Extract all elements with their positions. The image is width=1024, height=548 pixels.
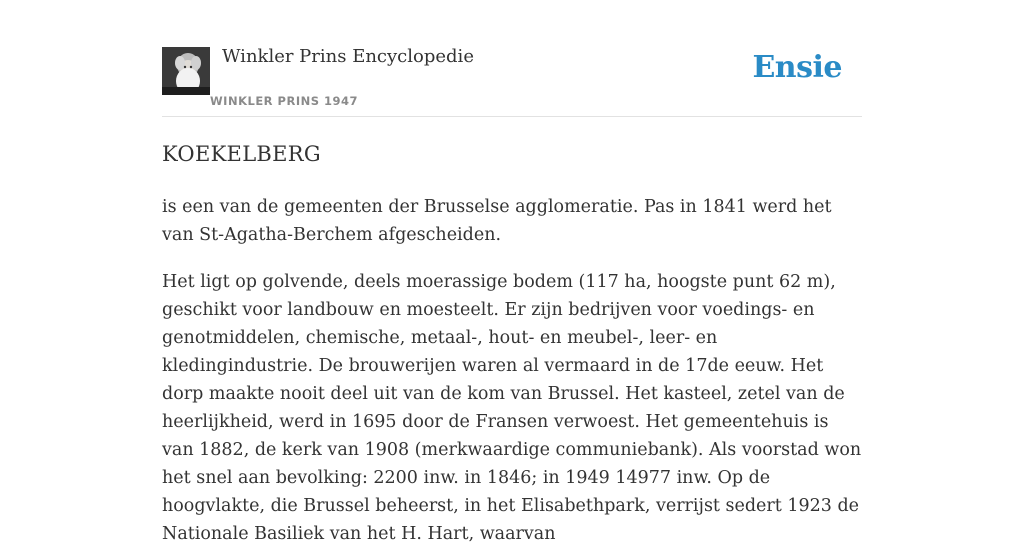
article-title: KOEKELBERG [162,142,321,166]
header [162,0,862,117]
avatar[interactable] [162,47,210,95]
article-paragraph: is een van de gemeenten der Brusselse agglomeratie. Pas in 1841 werd het van St-Agatha-Berchem afgescheiden. [162,197,832,245]
bearded-man-portrait-icon [162,47,210,95]
page-container [162,0,862,544]
publication-title[interactable]: Winkler Prins Encyclopedie [222,46,474,67]
brand-logo[interactable]: Ensie [752,50,842,85]
article-paragraph: Het ligt op golvende, deels moerassige bodem (117 ha, hoogste punt 62 m), geschikt voor landbouw en moesteelt. Er zijn bedrijven voor voedings- en genotmiddelen, chemische, metaal-, hout- en meubel-, leer- en kledingindustrie. De brouwerijen waren al vermaard in de 17de eeuw. Het dorp maakte nooit deel uit van de kom van Brussel. Het kasteel, zetel van de heerlijkheid, werd in 1695 door de Fransen verwoest. Het gemeentehuis is van 1882, de kerk van 1908 (merkwaardige communiebank). Als voorstad won het snel aan bevolking: 2200 inw. in 1846; in 1949 14977 inw. Op de hoogvlakte, die Brussel beheerst, in het Elisabethpark, verrijst sedert 1923 de Nationale Basiliek van het H. Hart, waarvan [162,272,862,544]
publication-subtitle[interactable]: WINKLER PRINS 1947 [210,94,359,108]
